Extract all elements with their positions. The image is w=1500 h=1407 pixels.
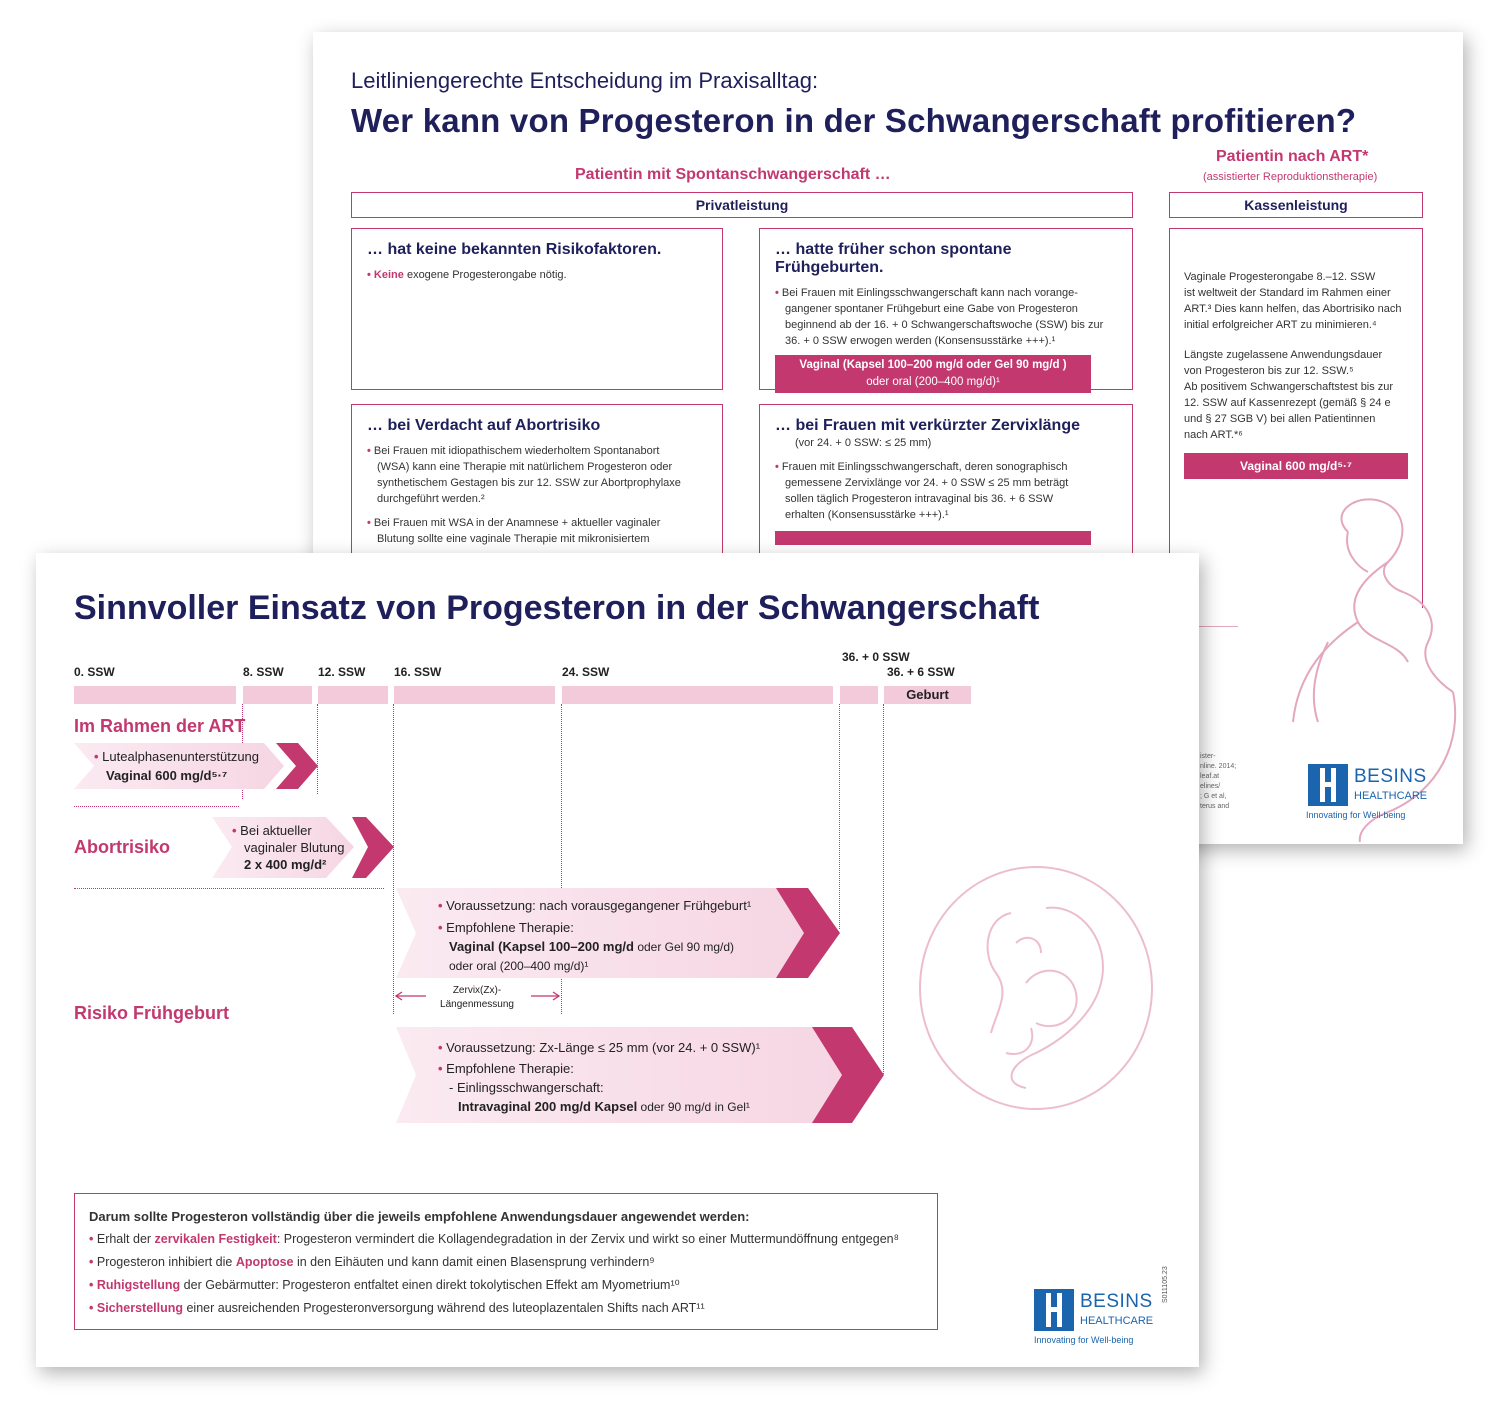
card-art-dosage: Vaginal 600 mg/d⁵·⁷ (1184, 453, 1408, 479)
kassen-label: Kassenleistung (1244, 197, 1348, 213)
card-art-line: Vaginale Progesterongabe 8.–12. SSW (1184, 271, 1376, 283)
row-label-abort: Abortrisiko (74, 837, 171, 857)
logo-sub: HEALTHCARE (1354, 790, 1428, 802)
card-abort-title: … bei Verdacht auf Abortrisiko (367, 417, 601, 434)
privat-label: Privatleistung (695, 197, 789, 213)
card-cervix-line: • Frauen mit Einlingsschwangerschaft, deren sonographisch (775, 459, 1117, 475)
card-abort-line: • Bei Frauen mit idiopathischem wiederholtem Spontanabort (367, 443, 707, 459)
card-cervix-title: … bei Frauen mit verkürzter Zervixlänge (775, 417, 1080, 434)
card-preterm-line: gangener spontaner Frühgeburt eine Gabe von Progesteron (785, 303, 1078, 315)
tick-label: 24. SSW (562, 665, 610, 679)
row-label-art: Im Rahmen der ART (74, 716, 246, 736)
card-preterm-dosage (775, 355, 1091, 393)
besins-logo-mark (1308, 764, 1348, 806)
logo-tagline: Innovating for Well-being (1306, 810, 1406, 820)
card-cervix-dosage-bar (775, 531, 1091, 545)
card-no-risk (351, 228, 723, 390)
preterm2-text (438, 1038, 760, 1117)
summary-item: • Ruhigstellung der Gebärmutter: Progesteron entfaltet einen direkt tokolytischen Effekt am Myometrium¹⁰ (89, 1274, 923, 1297)
tick-label: 36. + 6 SSW (887, 665, 955, 679)
besins-logo-front (1034, 1289, 1159, 1349)
abort-line: 2 x 400 mg/d² (244, 857, 327, 872)
art-subheader: (assistierter Reproduktionstherapie) (1203, 171, 1378, 183)
preterm1-text (438, 896, 751, 976)
art-header: Patientin nach ART* (1216, 148, 1369, 165)
summary-item: • Sicherstellung einer ausreichenden Progesteronversorgung während des luteoplazentalen Shifts nach ART¹¹ (89, 1297, 923, 1320)
logo-name: BESINS (1354, 766, 1427, 787)
summary-heading: Darum sollte Progesteron vollständig über die jeweils empfohlene Anwendungsdauer angewendet werden: (89, 1209, 750, 1224)
card-abort-line: Blutung sollte eine vaginale Therapie mit mikronisiertem (377, 533, 650, 545)
card-cervix-line: sollen täglich Progesteron intravaginal bis 36. + 6 SSW (785, 493, 1054, 505)
card-art-line: ist weltweit der Standard im Rahmen einer (1184, 287, 1391, 299)
preterm2-line: - Einlingsschwangerschaft: (449, 1080, 604, 1095)
kassen-bar (1169, 192, 1423, 218)
card-abort-line: (WSA) kann eine Therapie mit natürlichem Progesteron oder (377, 461, 673, 473)
besins-logo-back (1308, 764, 1428, 824)
card-preterm-line: • Bei Frauen mit Einlingsschwangerschaft kann nach vorange- (775, 285, 1117, 301)
tick-label: 36. + 0 SSW (842, 650, 910, 664)
tick-label: 16. SSW (394, 665, 442, 679)
card-no-risk-title: … hat keine bekannten Risikofaktoren. (367, 241, 662, 258)
preterm1-line: • Empfohlene Therapie: (438, 918, 751, 937)
spont-header: Patientin mit Spontanschwangerschaft … (575, 166, 891, 183)
card-art-line: initial erfolgreicher ART zu minimieren.⁴ (1184, 319, 1377, 331)
tick-label: 0. SSW (74, 665, 115, 679)
tick-label: 12. SSW (318, 665, 366, 679)
card-cervix-line: gemessene Zervixlänge vor 24. + 0 SSW ≤ 25 mm beträgt (785, 477, 1069, 489)
logo-sub: HEALTHCARE (1080, 1315, 1154, 1327)
card-preterm-line: 36. + 0 SSW erwogen werden (Konsensusstärke +++).¹ (785, 335, 1056, 347)
back-references: ister- nline. 2014; leaf.at elines/ ; G et al, terus and (1200, 753, 1237, 810)
card-cervix-line: erhalten (Konsensusstärke +++).¹ (785, 509, 949, 521)
art-line: • Lutealphasenunterstützung (94, 747, 259, 766)
art-line: Vaginal 600 mg/d⁵·⁷ (106, 768, 228, 783)
logo-tagline: Innovating for Well-being (1034, 1335, 1134, 1345)
summary-item: • Progesteron inhibiert die Apoptose in den Eihäuten und kann damit einen Blasensprung verhindern⁹ (89, 1251, 923, 1274)
besins-logo-mark (1034, 1289, 1074, 1331)
logo-name: BESINS (1080, 1291, 1153, 1312)
card-art-line: Längste zugelassene Anwendungsdauer (1184, 349, 1383, 361)
card-preterm-title: … hatte früher schon spontane Frühgeburten. (775, 241, 1012, 276)
front-title: Sinnvoller Einsatz von Progesteron in der Schwangerschaft (74, 589, 1040, 627)
preterm2-line: Intravaginal 200 mg/d Kapsel oder 90 mg/d in Gel¹ (458, 1099, 750, 1114)
card-art-line: und § 27 SGB V) bei allen Patientinnen (1184, 413, 1376, 425)
dosage-line: Vaginal (Kapsel 100–200 mg/d oder Gel 90 mg/d ) (799, 359, 1067, 371)
dosage-line: oder oral (200–400 mg/d)¹ (866, 376, 1000, 388)
preterm1-line: • Voraussetzung: nach vorausgegangener Frühgeburt¹ (438, 896, 751, 915)
back-title: Wer kann von Progesteron in der Schwangerschaft profitieren? (351, 102, 1357, 139)
row-label-preterm: Risiko Frühgeburt (74, 1003, 230, 1023)
birth-band: Geburt (884, 686, 971, 704)
document-code: S011105.23 (1162, 1266, 1169, 1303)
card-abort-line: • Bei Frauen mit WSA in der Anamnese + aktueller vaginaler (367, 515, 707, 531)
card-abort-line: durchgeführt werden.² (377, 493, 485, 505)
tick-label: 8. SSW (243, 665, 284, 679)
abort-arrow-text (232, 822, 344, 873)
front-sheet (36, 553, 1199, 1367)
abort-line: vaginaler Blutung (244, 840, 345, 855)
card-art-line: ART.³ Dies kann helfen, das Abortrisiko nach (1184, 303, 1402, 315)
preterm1-line: Vaginal (Kapsel 100–200 mg/d oder Gel 90 mg/d) (449, 939, 735, 954)
preterm2-line: • Empfohlene Therapie: (438, 1059, 760, 1078)
abort-line: • Bei aktueller (232, 822, 344, 839)
card-cervix-sub: (vor 24. + 0 SSW: ≤ 25 mm) (795, 437, 932, 449)
summary-box (74, 1193, 938, 1330)
fetus-illustration (916, 863, 1156, 1113)
privat-bar (351, 192, 1133, 218)
card-art-line: Ab positivem Schwangerschaftstest bis zur (1184, 381, 1394, 393)
card-preterm-history (759, 228, 1133, 390)
back-subtitle: Leitliniengerechte Entscheidung im Praxisalltag: (351, 68, 819, 93)
summary-item: • Erhalt der zervikalen Festigkeit: Progesteron vermindert die Kollagendegradation in der Zervix und wirkt so einer Muttermundöffnung entgegen⁸ (89, 1228, 923, 1251)
card-art-line: von Progesteron bis zur 12. SSW.⁵ (1184, 365, 1354, 377)
card-art-line: 12. SSW auf Kassenrezept (gemäß § 24 e (1184, 397, 1391, 409)
card-no-risk-text: • Keine exogene Progesterongabe nötig. (367, 267, 707, 283)
preterm1-line: oder oral (200–400 mg/d)¹ (449, 959, 589, 973)
card-preterm-line: beginnend ab der 16. + 0 Schwangerschaftswoche (SSW) bis zur (785, 319, 1104, 331)
card-art-line: nach ART.*⁶ (1184, 429, 1243, 441)
zervix-label: Zervix(Zx)- Längenmessung (440, 985, 514, 1010)
art-arrow-text (94, 747, 259, 785)
card-abort-line: synthetischem Gestagen bis zur 12. SSW zur Abortprophylaxe (377, 477, 681, 489)
preterm2-line: • Voraussetzung: Zx-Länge ≤ 25 mm (vor 24. + 0 SSW)¹ (438, 1038, 760, 1057)
